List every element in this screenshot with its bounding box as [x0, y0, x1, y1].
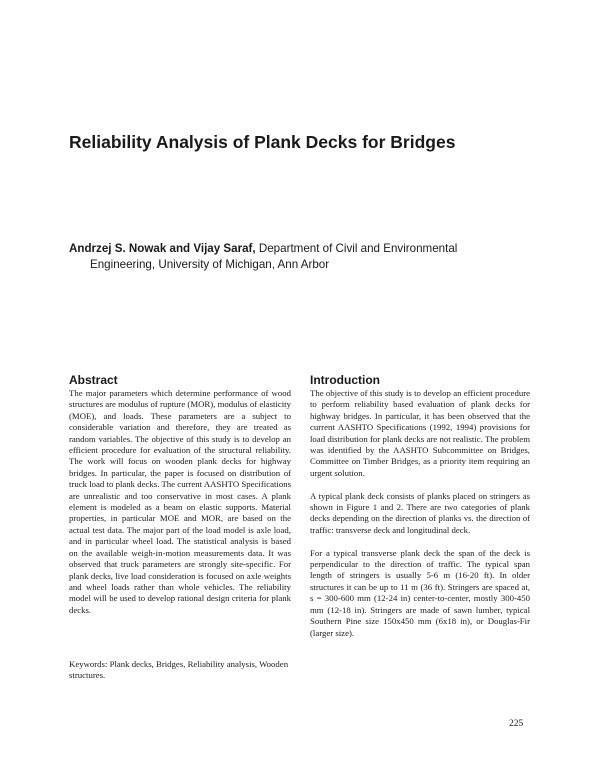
abstract-text: The major parameters which determine performance of wood structures are modulus of rupture (MOR), modulus of elasticity (MOE), and loads. These parameters are a subject to considerable variation and therefore, they are treated as random variables. The objective of this study is to develop an efficient procedure for evaluation of the structural reliability. The work will focus on wooden plank decks for highway bridges. In particular, the paper is focused on distribution of truck load to plank decks. The current AASHTO Specifications are unrealistic and too conservative in most cases. A plank element is modeled as a beam on elastic supports. Material properties, in particular MOE and MOR, are based on the actual test data. The major part of the load model is axle load, and in particular wheel load. The statistical analysis is based on the available weigh-in-motion measurements data. It was observed that truck parameters are strongly site-specific. For plank decks, live load consideration is focused on axle weights and wheel loads rather than whole vehicles. The reliability model will be used to develop rational design criteria for plank decks. [69, 388, 291, 615]
abstract-section [69, 373, 291, 616]
affiliation-part-2: Engineering, University of Michigan, Ann Arbor [90, 258, 330, 271]
introduction-section [310, 373, 530, 639]
author-block [69, 241, 529, 273]
keywords: Keywords: Plank decks, Bridges, Reliability analysis, Wooden structures. [69, 659, 289, 681]
affiliation-part-1: Department of Civil and Environmental [255, 242, 458, 255]
introduction-paragraph-2: A typical plank deck consists of planks placed on stringers as shown in Figure 1 and 2. There are two categories of plank decks depending on the direction of planks vs. the direction of traffic: transverse deck and longitudinal deck. [310, 490, 530, 535]
page-number: 225 [509, 719, 524, 729]
author-names: Andrzej S. Nowak and Vijay Saraf, [69, 242, 256, 255]
introduction-paragraph-1: The objective of this study is to develop an efficient procedure to perform reliability based evaluation of plank decks for highway bridges. In particular, it has been observed that the current AASHTO Specifications (1992, 1994) provisions for load distribution for plank decks are not realistic. The problem was identified by the AASHTO Subcommittee on Bridges, Committee on Timber Bridges, as a priority item requiring an urgent solution. [310, 388, 530, 478]
paper-title: Reliability Analysis of Plank Decks for Bridges [69, 132, 456, 152]
introduction-paragraph-3: For a typical transverse plank deck the span of the deck is perpendicular to the direction of traffic. The typical span length of stringers is usually 5-6 m (16-20 ft). In older structures it can be up to 11 m (36 ft). Stringers are spaced at, s = 300-600 mm (12-24 in) center-to-center, mostly 300-450 mm (12-18 in). Stringers are made of sawn lumber, typical Southern Pine size 150x450 mm (6x18 in), or Douglas-Fir (larger size). [310, 547, 530, 638]
author-line-1 [69, 241, 529, 257]
introduction-heading: Introduction [310, 373, 380, 387]
abstract-heading: Abstract [69, 373, 118, 387]
